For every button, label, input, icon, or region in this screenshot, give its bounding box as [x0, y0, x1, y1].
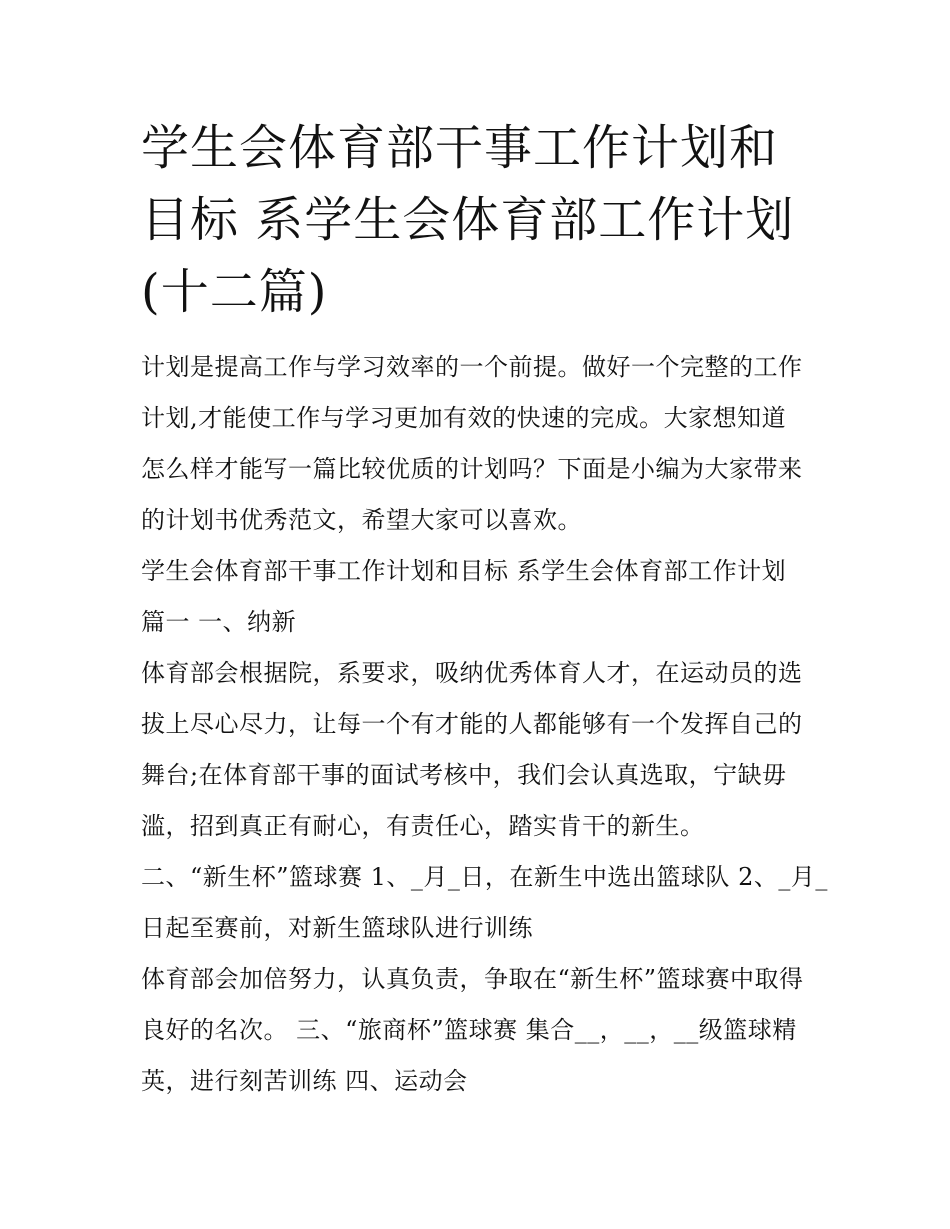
text-line: 舞台;在体育部干事的面试考核中，我们会认真选取，宁缺毋	[141, 761, 787, 789]
recruitment-paragraph	[141, 648, 813, 852]
text-line: 英，进行刻苦训练 四、运动会	[141, 1067, 468, 1095]
text-line: 计划是提高工作与学习效率的一个前提。做好一个完整的工作	[141, 353, 803, 381]
document-body	[141, 112, 828, 1107]
text-line: 滥，招到真正有耐心，有责任心，踏实肯干的新生。	[141, 812, 705, 840]
text-line: 良好的名次。 三、“旅商杯”篮球赛 集合__，__，__级篮球精	[141, 1016, 797, 1044]
intro-paragraph	[141, 342, 813, 546]
text-line: 拔上尽心尽力，让每一个有才能的人都能够有一个发挥自己的	[141, 710, 803, 738]
freshman-cup-paragraph	[141, 852, 828, 954]
text-line: 体育部会根据院，系要求，吸纳优秀体育人才，在运动员的选	[141, 659, 803, 687]
section-heading-paragraph	[141, 546, 813, 648]
text-line: 体育部会加倍努力，认真负责，争取在“新生杯”篮球赛中取得	[141, 965, 804, 993]
effort-paragraph	[141, 954, 813, 1107]
text-line: 二、“新生杯”篮球赛 1、_月_日，在新生中选出篮球队 2、_月_	[141, 863, 828, 891]
text-line: 学生会体育部干事工作计划和目标 系学生会体育部工作计划	[141, 557, 787, 585]
text-line: 日起至赛前，对新生篮球队进行训练	[141, 914, 533, 942]
text-line: 篇一 一、纳新	[141, 608, 297, 636]
document-title	[141, 112, 813, 328]
title-line: 目标 系学生会体育部工作计划	[141, 192, 795, 248]
text-line: 计划,才能使工作与学习更加有效的快速的完成。大家想知道	[141, 404, 787, 432]
title-line: 学生会体育部干事工作计划和	[141, 120, 779, 176]
text-line: 怎么样才能写一篇比较优质的计划吗？下面是小编为大家带来	[141, 455, 803, 483]
title-line: (十二篇)	[141, 264, 328, 320]
text-line: 的计划书优秀范文，希望大家可以喜欢。	[141, 506, 582, 534]
